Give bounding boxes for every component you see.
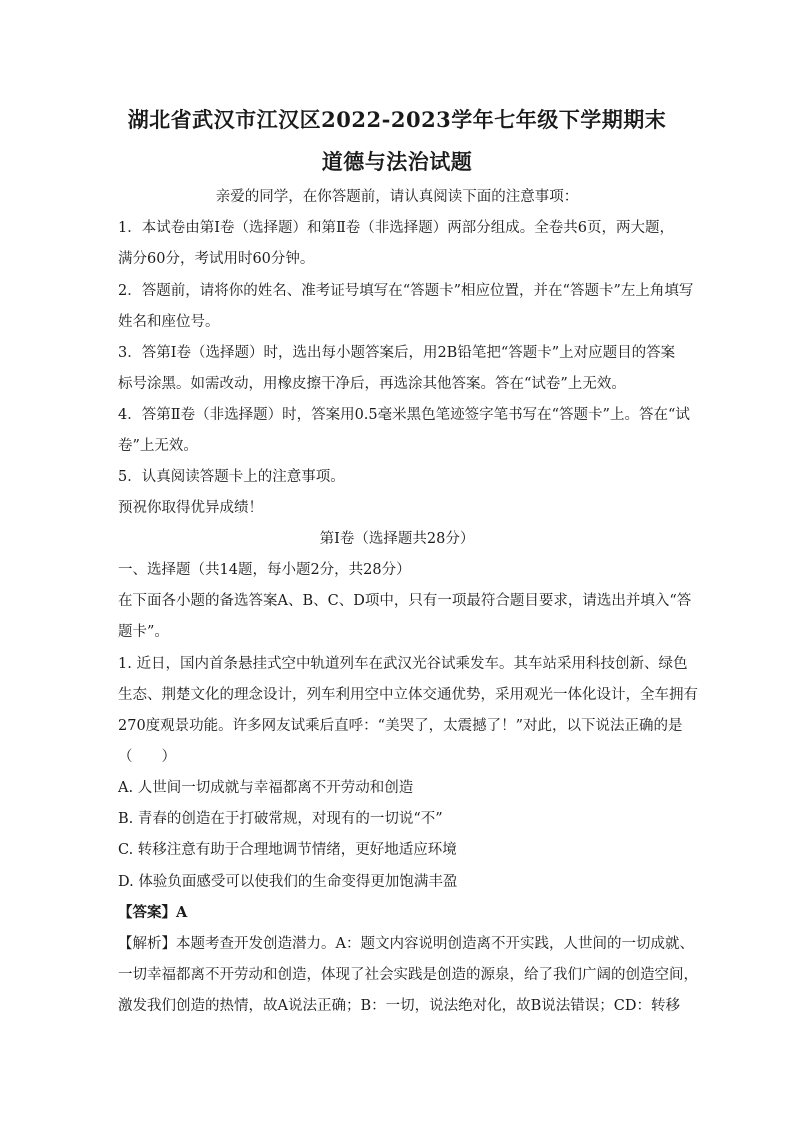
analysis-line: 【解析】本题考查开发创造潜力。A：题文内容说明创造离不开实践，人世间的一切成就、 (118, 936, 694, 952)
part-heading: 一、选择题（共14题，每小题2分，共28分） (118, 562, 411, 578)
instruction-line: 题卡”。 (118, 624, 169, 640)
exam-subtitle: 道德与法治试题 (321, 149, 473, 174)
option-d: D. 体验负面感受可以使我们的生命变得更加饱满丰盈 (118, 874, 458, 890)
answer-line: 【答案】A (118, 904, 188, 921)
analysis-line: 一切幸福都离不开劳动和创造，体现了社会实践是创造的源泉，给了我们广阔的创造空间， (118, 967, 698, 983)
question-stem-line: 270度观景功能。许多网友试乘后直呼：“美哭了，太震撼了！”对此，以下说法正确的是 (118, 718, 683, 734)
note-line: 卷”上无效。 (118, 438, 198, 454)
note-line: 姓名和座位号。 (118, 314, 220, 330)
note-line: 4．答第Ⅱ卷（非选择题）时，答案用0.5毫米黑色笔迹签字笔书写在“答题卡”上。答在“试 (118, 407, 690, 423)
option-b: B. 青春的创造在于打破常规，对现有的一切说“不” (118, 811, 443, 827)
note-line: 1．本试卷由第Ⅰ卷（选择题）和第Ⅱ卷（非选择题）两部分组成。全卷共6页，两大题， (118, 220, 675, 236)
answer-blank: （ ） (118, 749, 176, 765)
note-line: 5．认真阅读答题卡上的注意事项。 (118, 469, 345, 485)
question-stem-line: 1. 近日，国内首条悬挂式空中轨道列车在武汉光谷试乘发车。其车站采用科技创新、绿色 (118, 656, 688, 672)
instruction-line: 在下面各小题的备选答案A、B、C、D项中，只有一项最符合题目要求，请选出并填入“答 (118, 593, 692, 609)
closing-wish: 预祝你取得优异成绩！ (118, 500, 263, 516)
analysis-line: 激发我们创造的热情，故A说法正确；B：一切，说法绝对化，故B说法错误；CD：转移 (118, 998, 680, 1014)
greeting: 亲爱的同学，在你答题前，请认真阅读下面的注意事项： (215, 189, 579, 205)
note-line: 满分60分，考试用时60分钟。 (118, 251, 315, 267)
note-line: 3．答第Ⅰ卷（选择题）时，选出每小题答案后，用2B铅笔把“答题卡”上对应题目的答案 (118, 345, 676, 361)
note-line: 2．答题前，请将你的姓名、准考证号填写在“答题卡”相应位置，并在“答题卡”左上角填写 (118, 283, 694, 299)
exam-title: 湖北省武汉市江汉区2022-2023学年七年级下学期期末 (127, 107, 667, 132)
option-a: A. 人世间一切成就与幸福都离不开劳动和创造 (118, 780, 414, 796)
question-stem-line: 生态、荆楚文化的理念设计，列车利用空中立体交通优势，采用观光一体化设计，全车拥有 (118, 687, 698, 703)
section-heading: 第Ⅰ卷（选择题共28分） (319, 531, 475, 547)
option-c: C. 转移注意有助于合理地调节情绪，更好地适应环境 (118, 842, 457, 858)
note-line: 标号涂黑。如需改动，用橡皮擦干净后，再选涂其他答案。答在“试卷”上无效。 (118, 376, 626, 392)
